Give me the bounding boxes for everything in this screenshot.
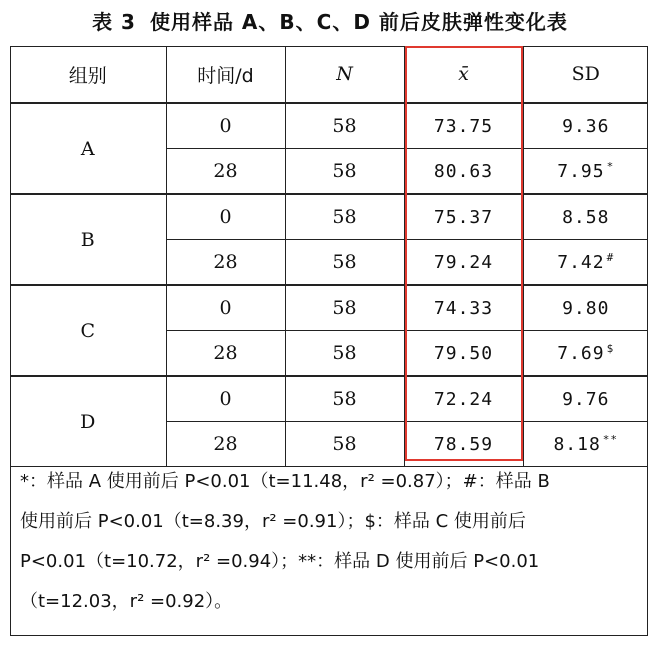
n-cell-value: 58 [332, 206, 357, 228]
table-row [10, 376, 648, 422]
n-cell [285, 422, 404, 467]
time-cell [166, 149, 285, 195]
sd-cell-value: 7.69 [557, 343, 605, 364]
time-cell-value: 0 [219, 206, 232, 228]
time-cell [166, 331, 285, 377]
sd-cell [523, 285, 648, 331]
header-sd: SD [523, 46, 648, 103]
footnote-line-3: P<0.01（t=10.72，r² =0.94）；**：样品 D 使用前后 P<0.01 [20, 551, 540, 572]
header-n: N [285, 46, 404, 103]
sd-cell-value: 9.36 [562, 115, 610, 137]
header-time: 时间/d [166, 46, 285, 103]
mean-cell [404, 376, 523, 422]
n-cell [285, 103, 404, 149]
table-number: 表 3 [92, 10, 136, 34]
mean-cell-value: 73.75 [433, 115, 494, 137]
n-cell [285, 285, 404, 331]
sd-cell [523, 376, 648, 422]
mean-cell-value: 75.37 [433, 206, 494, 228]
time-cell-value: 0 [219, 297, 232, 319]
sd-cell [523, 331, 648, 377]
n-cell [285, 331, 404, 377]
group-label: A [10, 103, 166, 194]
sd-cell [523, 149, 648, 195]
table-row [10, 194, 648, 240]
time-cell-value: 0 [219, 388, 232, 410]
n-cell [285, 149, 404, 195]
sd-cell [523, 194, 648, 240]
header-mean: x̄ [404, 46, 523, 103]
significance-mark: ** [602, 433, 619, 446]
mean-cell-value: 79.24 [433, 251, 494, 273]
time-cell [166, 103, 285, 149]
sd-cell-value: 8.58 [562, 206, 610, 228]
significance-mark: $ [606, 342, 615, 355]
sd-cell-value: 9.76 [562, 388, 610, 410]
n-cell [285, 194, 404, 240]
footnote-line-4: （t=12.03，r² =0.92）。 [20, 591, 233, 612]
sd-cell-value: 7.95 [557, 161, 605, 182]
mean-cell [404, 285, 523, 331]
mean-cell-value: 72.24 [433, 388, 494, 410]
time-cell [166, 376, 285, 422]
mean-cell [404, 331, 523, 377]
time-cell-value: 28 [213, 342, 238, 364]
n-cell-value: 58 [332, 160, 357, 182]
header-group: 组别 [10, 46, 166, 103]
significance-mark: # [606, 251, 615, 264]
table-row [10, 285, 648, 331]
n-cell-value: 58 [332, 433, 357, 455]
n-cell-value: 58 [332, 297, 357, 319]
mean-cell-value: 80.63 [433, 160, 494, 182]
time-cell [166, 285, 285, 331]
mean-cell-value: 79.50 [433, 342, 494, 364]
n-cell-value: 58 [332, 388, 357, 410]
sd-cell [523, 103, 648, 149]
time-cell-value: 0 [219, 115, 232, 137]
sd-cell [523, 422, 648, 467]
time-cell [166, 422, 285, 467]
mean-cell [404, 149, 523, 195]
time-cell-value: 28 [213, 160, 238, 182]
data-table [10, 46, 648, 467]
significance-mark: * [606, 160, 615, 173]
table-caption [0, 6, 660, 35]
footnote-line-2: 使用前后 P<0.01（t=8.39，r² =0.91）；$：样品 C 使用前后 [20, 511, 526, 532]
time-cell-value: 28 [213, 433, 238, 455]
n-cell-value: 58 [332, 251, 357, 273]
sd-cell-value: 9.80 [562, 297, 610, 319]
n-cell-value: 58 [332, 115, 357, 137]
mean-cell-value: 74.33 [433, 297, 494, 319]
mean-cell [404, 103, 523, 149]
group-label: C [10, 285, 166, 376]
group-label: B [10, 194, 166, 285]
time-cell [166, 240, 285, 286]
sd-cell-value: 8.18 [553, 434, 601, 455]
mean-cell [404, 194, 523, 240]
n-cell-value: 58 [332, 342, 357, 364]
table-footnote [20, 462, 640, 622]
header-row [10, 46, 648, 103]
table-body [10, 103, 648, 467]
time-cell-value: 28 [213, 251, 238, 273]
sd-cell-value: 7.42 [557, 252, 605, 273]
n-cell [285, 376, 404, 422]
group-label: D [10, 376, 166, 467]
footnote-line-1: *：样品 A 使用前后 P<0.01（t=11.48，r² =0.87）；#：样品 B [20, 471, 550, 492]
mean-cell-value: 78.59 [433, 433, 494, 455]
mean-cell [404, 422, 523, 467]
table-title: 使用样品 A、B、C、D 前后皮肤弹性变化表 [149, 10, 568, 34]
n-cell [285, 240, 404, 286]
sd-cell [523, 240, 648, 286]
mean-cell [404, 240, 523, 286]
time-cell [166, 194, 285, 240]
table-row [10, 103, 648, 149]
